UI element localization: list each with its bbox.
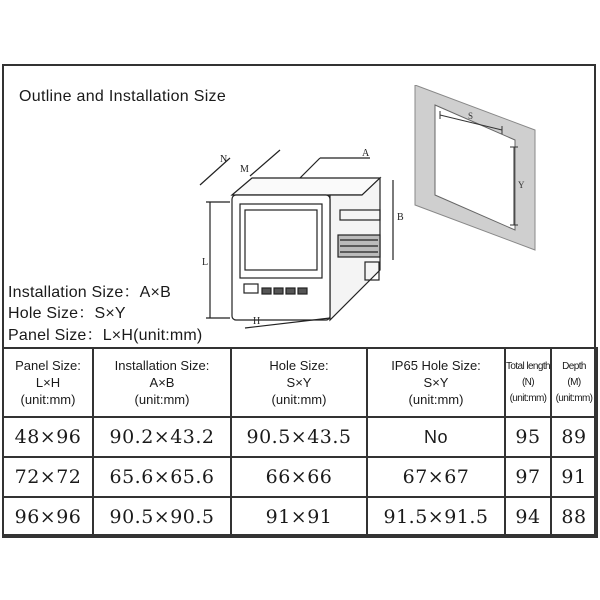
section-title: Outline and Installation Size: [19, 88, 227, 105]
table-header-row: [3, 348, 597, 417]
col-header-total-length: Total length (N) (unit:mm): [505, 348, 551, 417]
cell-depth: 89: [551, 417, 597, 457]
dim-label-h: H: [253, 316, 261, 327]
cell-total-length: 97: [505, 457, 551, 497]
cell-depth: 88: [551, 497, 597, 537]
cell-ip65-hole-size: 91.5×91.5: [367, 497, 505, 537]
cell-panel-size: 48×96: [3, 417, 93, 457]
dimension-table: [2, 347, 598, 538]
panel-cutout-drawing: [410, 85, 540, 253]
hole-size-formula: Hole Size：S×Y: [8, 305, 126, 322]
dim-label-s: S: [468, 111, 474, 121]
cell-total-length: 95: [505, 417, 551, 457]
meter-outline-drawing: [190, 140, 415, 335]
table-row: [3, 497, 597, 537]
col-header-ip65-hole-size: IP65 Hole Size: S×Y (unit:mm): [367, 348, 505, 417]
cell-hole-size: 91×91: [231, 497, 367, 537]
cell-panel-size: 72×72: [3, 457, 93, 497]
cell-depth: 91: [551, 457, 597, 497]
cell-panel-size: 96×96: [3, 497, 93, 537]
installation-size-formula: Installation Size：A×B: [8, 284, 171, 301]
cell-installation-size: 90.2×43.2: [93, 417, 231, 457]
cell-hole-size: 90.5×43.5: [231, 417, 367, 457]
dim-label-l: L: [202, 257, 209, 268]
cell-hole-size: 66×66: [231, 457, 367, 497]
dim-label-b: B: [397, 212, 404, 223]
cell-ip65-hole-size: No: [367, 417, 505, 457]
cell-ip65-hole-size: 67×67: [367, 457, 505, 497]
table-row: [3, 417, 597, 457]
dim-label-y: Y: [518, 180, 525, 190]
col-header-panel-size: Panel Size: L×H (unit:mm): [3, 348, 93, 417]
panel-size-formula: Panel Size：L×H(unit:mm): [8, 327, 203, 344]
cell-installation-size: 90.5×90.5: [93, 497, 231, 537]
col-header-depth: Depth (M) (unit:mm): [551, 348, 597, 417]
col-header-hole-size: Hole Size: S×Y (unit:mm): [231, 348, 367, 417]
dim-label-m: M: [240, 164, 249, 175]
dim-label-a: A: [362, 148, 370, 159]
dim-label-n: N: [220, 154, 228, 165]
cell-total-length: 94: [505, 497, 551, 537]
col-header-installation-size: Installation Size: A×B (unit:mm): [93, 348, 231, 417]
cell-installation-size: 65.6×65.6: [93, 457, 231, 497]
table-row: [3, 457, 597, 497]
